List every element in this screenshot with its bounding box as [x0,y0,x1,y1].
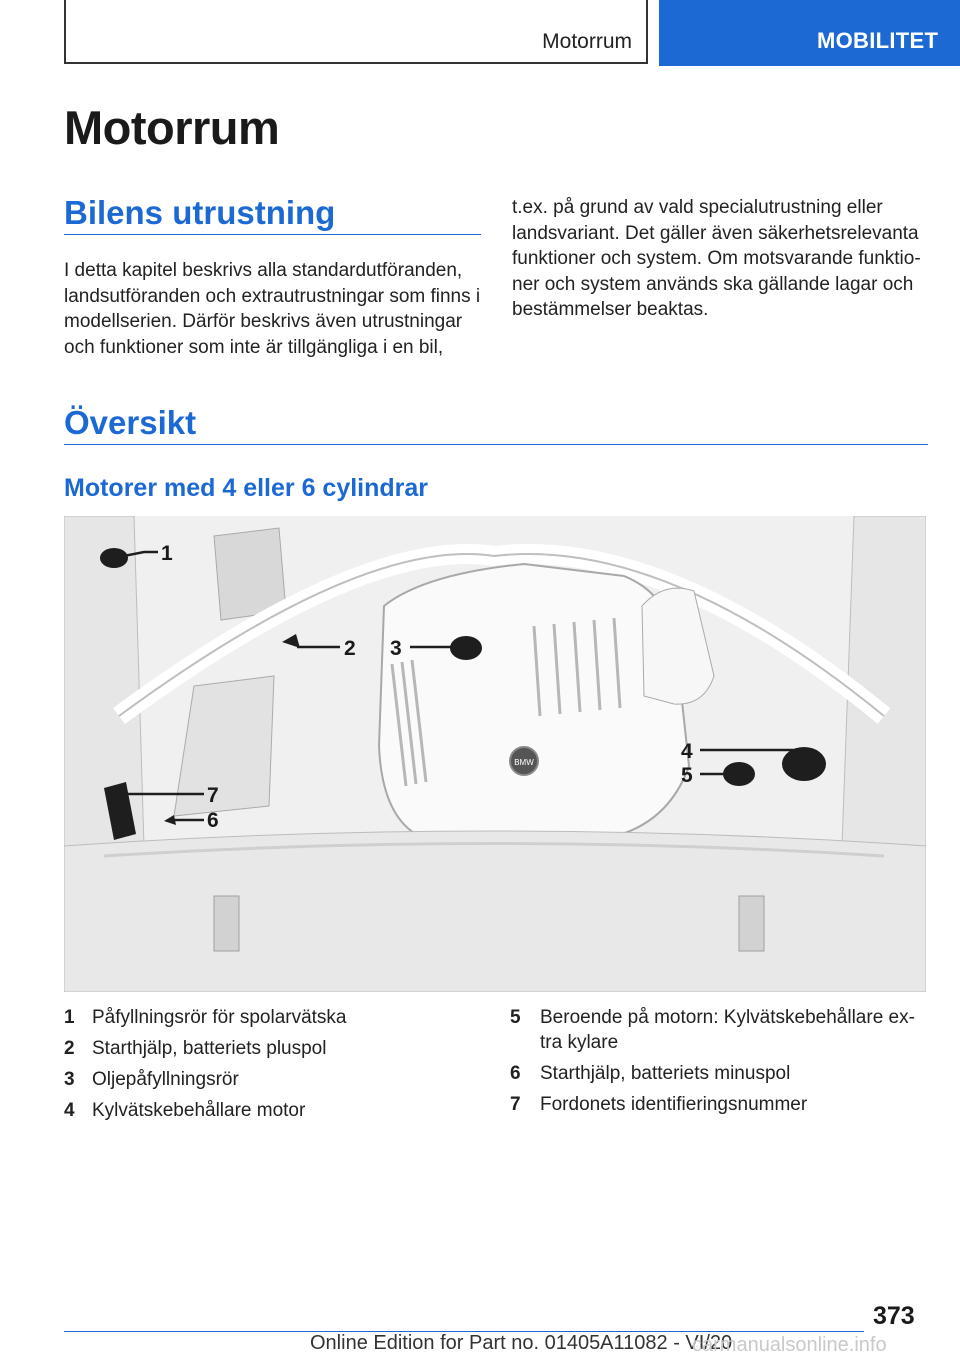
legend-item-number: 4 [64,1100,75,1121]
legend-item [64,1036,484,1061]
legend-item-number: 6 [510,1063,521,1084]
engine-subheading: Motorer med 4 eller 6 cylindrar [64,474,429,502]
callout-1: 1 [161,542,173,565]
callout-3: 3 [390,637,402,660]
legend-item [510,1092,930,1117]
overview-heading: Översikt [64,404,197,441]
legend-item-text: Påfyllningsrör för spolarvätska [92,1007,347,1028]
legend-item-text: Starthjälp, batteriets minuspol [540,1063,791,1084]
bmw-emblem-label: BMW [514,758,534,767]
callout-6: 6 [207,809,219,832]
page-number: 373 [873,1302,915,1330]
legend-list-left [64,1005,484,1129]
footer-watermark: carmanualsonline.info [692,1334,887,1356]
callout-7: 7 [207,784,219,807]
legend-item-number: 5 [510,1007,521,1028]
legend-item-text: Oljepåfyllningsrör [92,1069,239,1090]
overview-heading-rule [64,444,928,445]
equipment-text-col1: I detta kapitel beskrivs alla standardutföranden, landsutföranden och extrautrustningar som finns i modellserien. Därför beskrivs även utrustningar och funktioner som inte är tillgängliga i en bil, [64,260,481,358]
legend-item-number: 2 [64,1038,75,1059]
engine-bay-photo [64,516,926,992]
page-title: Motorrum [64,101,280,154]
legend-item [64,1005,484,1030]
legend-item [510,1005,930,1055]
header-section-box [64,0,648,64]
legend-item-number: 3 [64,1069,75,1090]
legend-item-number: 1 [64,1007,75,1028]
legend-item-number: 7 [510,1094,521,1115]
legend-item [64,1098,484,1123]
legend-item-text: Kylvätskebehållare motor [92,1100,306,1121]
footer-edition: Online Edition for Part no. 01405A11082 - VI/20 [310,1332,733,1354]
callout-5: 5 [681,764,693,787]
equipment-heading-rule [64,234,481,235]
legend-item-text: Starthjälp, batteriets pluspol [92,1038,327,1059]
legend-list-right [510,1005,930,1123]
legend-item [64,1067,484,1092]
equipment-text-col2: t.ex. på grund av vald specialutrustning eller landsvariant. Det gäller även säkerhetsrelevanta funktioner och system. Om motsvarande funktio-ner och system används ska gällande lagar och bestämmelser beaktas. [512,197,921,320]
header-chapter-tab[interactable] [659,0,960,66]
header-section-label: Motorrum [542,30,632,53]
callout-2: 2 [344,637,356,660]
legend-item-text: Beroende på motorn: Kylvätskebehållare ex-tra kylare [540,1007,915,1053]
legend-item [510,1061,930,1086]
equipment-heading: Bilens utrustning [64,194,336,231]
legend-item-text: Fordonets identifieringsnummer [540,1094,808,1115]
header-chapter-label: MOBILITET [817,28,939,53]
callout-4: 4 [681,740,693,763]
